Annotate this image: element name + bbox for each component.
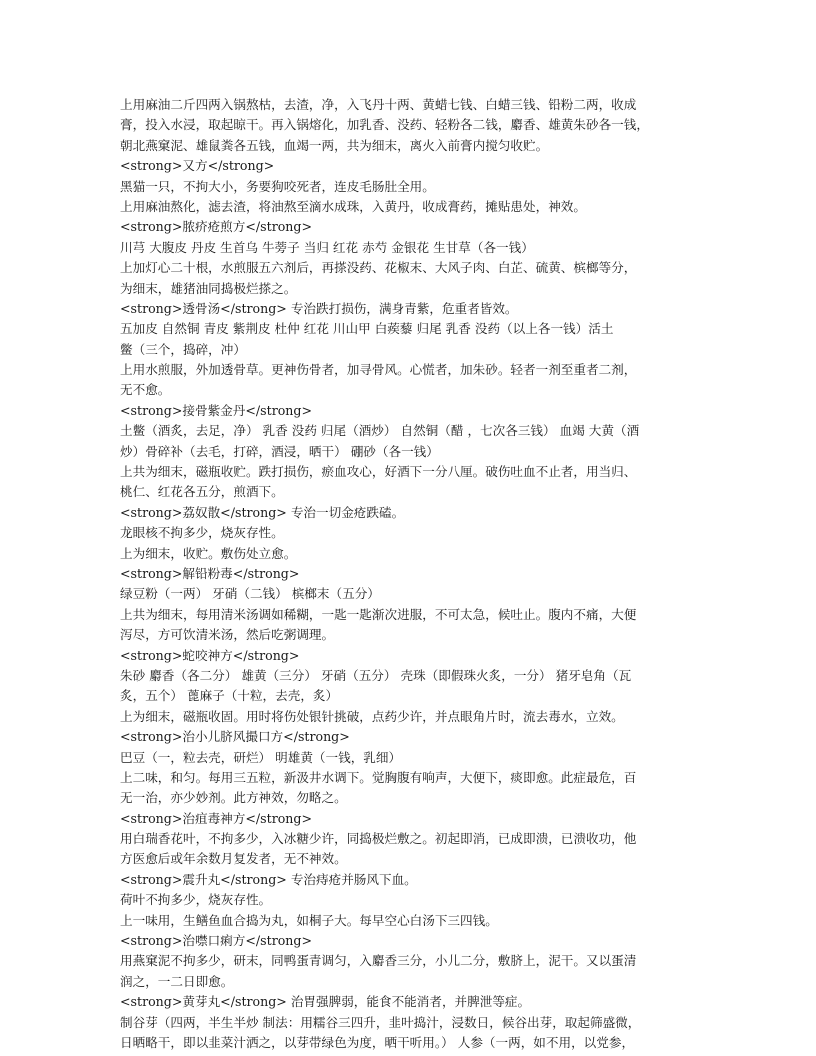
text-line: 上为细末，磁瓶收固。用时将伤处银针挑破，点药少许，并点眼角片时，流去毒水，立效。 [120,708,624,724]
section-heading: <strong>透骨汤</strong> 专治跌打损伤，满身青紫，危重者皆效。 [120,300,518,316]
text-line: 上为细末，收贮。敷伤处立愈。 [120,545,297,561]
section-heading: <strong>解铅粉毒</strong> [120,565,300,581]
text-line: 朝北燕窠泥、雄鼠粪各五钱，血竭一两，共为细末，离火入前膏内搅匀收贮。 [120,137,549,153]
ingredients-line: 炒）骨碎补（去毛，打碎，酒浸，晒干） 硼砂（各一钱） [120,443,439,459]
text-line: 桃仁、红花各五分，煎酒下。 [120,484,284,500]
text-line: 膏，投入水浸，取起晾干。再入锅熔化，加乳香、没药、轻粉各二钱，麝香、雄黄朱砂各一钱， [120,117,649,133]
ingredients-line: 土鳖（酒炙，去足，净） 乳香 没药 归尾（酒炒） 自然铜（醋 ，七次各三钱） 血竭 大黄（酒 [120,423,640,439]
text-line: 黑猫一只，不拘大小，务要狗咬死者，连皮毛肠肚全用。 [120,178,435,194]
ingredients-line: 绿豆粉（一两） 牙硝（二钱） 槟榔末（五分） [120,586,380,602]
section-heading: <strong>治噤口痢方</strong> [120,933,313,949]
text-line: 润之，一二日即愈。 [120,973,234,989]
section-heading: <strong>接骨紫金丹</strong> [120,402,313,418]
section-heading: <strong>治小儿脐风撮口方</strong> [120,729,350,745]
text-line: 龙眼核不拘多少，烧灰存性。 [120,525,284,541]
text-line: 无不愈。 [120,382,171,398]
section-heading: <strong>脓疥疮煎方</strong> [120,219,313,235]
section-heading: <strong>荔奴散</strong> 专治一切金疮跌磕。 [120,504,405,520]
ingredients-line: 鳖（三个，捣碎，冲） [120,341,246,357]
ingredients-line: 川芎 大腹皮 丹皮 生首乌 牛蒡子 当归 红花 赤芍 金银花 生甘草（各一钱） [120,239,534,255]
text-line: 荷叶不拘多少，烧灰存性。 [120,892,272,908]
text-line: 上一味用，生鳝鱼血合捣为丸，如桐子大。每早空心白汤下三四钱。 [120,912,498,928]
section-heading: <strong>震升丸</strong> 专治痔疮并肠风下血。 [120,871,417,887]
text-line: 上共为细末，磁瓶收贮。跌打损伤，瘀血攻心，好酒下一分八厘。破伤吐血不止者，用当归、 [120,464,637,480]
text-line: 上加灯心二十根，水煎服五六剂后，再搽没药、花椒末、大风子肉、白芷、硫黄、槟榔等分， [120,260,637,276]
ingredients-line: 朱砂 麝香（各二分） 雄黄（三分） 牙硝（五分） 壳珠（即假珠火炙，一分） 猪牙皂角（瓦 [120,667,632,683]
text-line: 泻尽，方可饮清米汤，然后吃粥调理。 [120,627,335,643]
ingredients-line: 日晒略干，即以韭菜汁洒之，以芽带绿色为度，晒干听用。） 人参（一两，如不用，以党参， [120,1034,635,1050]
ingredients-line: 炙，五个） 蓖麻子（十粒，去壳，炙） [120,688,339,704]
text-line: 上用麻油熬化，滤去渣，将油熬至滴水成珠，入黄丹，收成膏药，摊贴患处，神效。 [120,198,586,214]
text-line: 无一治，亦少妙剂。此方神效，勿略之。 [120,790,347,806]
document-page [120,95,700,1053]
ingredients-line: 五加皮 自然铜 青皮 紫荆皮 杜仲 红花 川山甲 白蒺藜 归尾 乳香 没药（以上各一钱）活土 [120,321,614,337]
text-line: 上用水煎服，外加透骨草。更神伤骨者，加寻骨风。心慌者，加朱砂。轻者一剂至重者二剂， [120,362,637,378]
section-heading: <strong>又方</strong> [120,158,275,174]
text-line: 为细末，雄猪油同捣极烂搽之。 [120,280,297,296]
ingredients-line: 巴豆（一，粒去壳，研烂） 明雄黄（一钱，乳细） [120,749,402,765]
ingredients-line: 制谷芽（四两，半生半炒 制法：用糯谷三四升，韭叶捣汁，浸数日，候谷出芽，取起筛盛微， [120,1014,641,1030]
section-heading: <strong>治疽毒神方</strong> [120,810,313,826]
text-line: 方医愈后或年余数月复发者，无不神效。 [120,851,347,867]
text-line: 上二味，和匀。每用三五粒，新汲井水调下。觉胸腹有响声，大便下，痰即愈。此症最危，百 [120,769,637,785]
text-line: 用燕窠泥不拘多少，研末，同鸭蛋青调匀，入麝香三分，小儿二分，敷脐上，泥干。又以蛋清 [120,953,637,969]
section-heading: <strong>黄芽丸</strong> 治胃强脾弱，能食不能消者，并脾泄等症。 [120,994,531,1010]
text-line: 用白瑞香花叶，不拘多少，入冰糖少许，同捣极烂敷之。初起即消，已成即溃，已溃收功，他 [120,831,637,847]
text-line: 上用麻油二斤四两入锅熬枯，去渣，净，入飞丹十两、黄蜡七钱、白蜡三钱、铅粉二两，收成 [120,97,637,112]
text-line: 上共为细末，每用清米汤调如稀糊，一匙一匙渐次进服，不可太急，候吐止。腹内不痛，大便 [120,606,637,622]
section-heading: <strong>蛇咬神方</strong> [120,647,300,663]
